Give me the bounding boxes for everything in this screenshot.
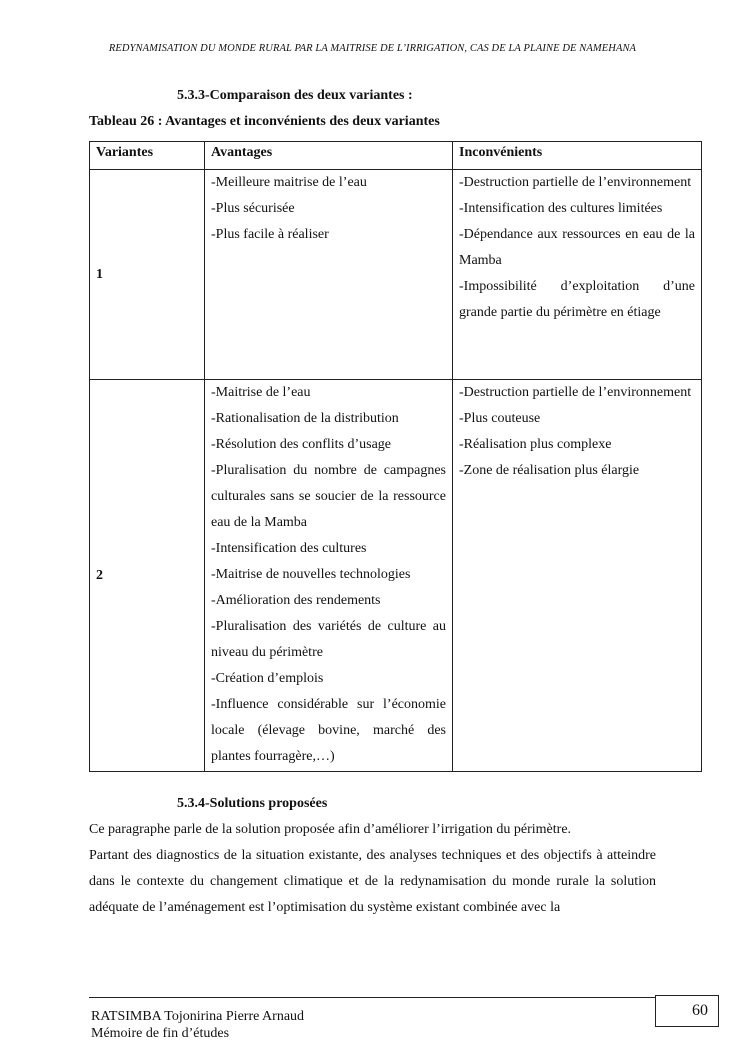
paragraph-intro: Ce paragraphe parle de la solution proposée afin d’améliorer l’irrigation du périmètre.	[89, 822, 572, 837]
advantage-item: -Intensification des cultures	[211, 541, 367, 556]
disadvantage-item: -Impossibilité d’exploitation d’une grande partie du périmètre en étiage	[459, 279, 695, 320]
advantage-item: -Création d’emplois	[211, 671, 324, 686]
advantage-item: -Pluralisation du nombre de campagnes culturales sans se soucier de la ressource eau de la Mamba	[211, 463, 446, 530]
advantage-item: -Meilleure maitrise de l’eau	[211, 175, 367, 190]
advantage-item: -Influence considérable sur l’économie locale (élevage bovine, marché des plantes fourragère,…)	[211, 697, 446, 764]
variant-cell: 2	[90, 380, 205, 772]
advantage-item: -Maitrise de l’eau	[211, 385, 311, 400]
page-number: 60	[655, 995, 719, 1027]
advantages-cell	[205, 380, 453, 772]
disadvantage-item: -Plus couteuse	[459, 411, 541, 426]
advantage-item: -Plus facile à réaliser	[211, 227, 329, 242]
table-row	[90, 380, 702, 772]
disadvantage-item: -Réalisation plus complexe	[459, 437, 612, 452]
advantage-item: -Plus sécurisée	[211, 201, 295, 216]
header-variantes: Variantes	[90, 142, 205, 170]
header-avantages: Avantages	[205, 142, 453, 170]
advantage-item: -Pluralisation des variétés de culture au niveau du périmètre	[211, 619, 446, 660]
table-caption: Tableau 26 : Avantages et inconvénients des deux variantes	[89, 114, 440, 129]
disadvantage-item: -Destruction partielle de l’environnement	[459, 385, 692, 400]
paragraph-body: Partant des diagnostics de la situation existante, des analyses techniques et des objectifs à atteindre dans le contexte du changement climatique et de la redynamisation du monde rurale la solution adéquate de l’aménagement est l’optimisation du système existant combinée avec la	[89, 848, 656, 915]
variant-cell: 1	[90, 170, 205, 380]
advantage-item: -Maitrise de nouvelles technologies	[211, 567, 411, 582]
disadvantages-cell	[453, 170, 702, 380]
section-title-solutions: 5.3.4-Solutions proposées	[177, 796, 328, 811]
disadvantage-item: -Destruction partielle de l’environnement	[459, 175, 692, 190]
advantages-cell	[205, 170, 453, 380]
running-header: REDYNAMISATION DU MONDE RURAL PAR LA MAITRISE DE L’IRRIGATION, CAS DE LA PLAINE DE NAMEHANA	[108, 43, 637, 54]
footer-author: RATSIMBA Tojonirina Pierre Arnaud	[91, 1009, 305, 1024]
header-inconvenients: Inconvénients	[453, 142, 702, 170]
table-header-row	[90, 142, 702, 170]
section-title-comparison: 5.3.3-Comparaison des deux variantes :	[177, 88, 413, 103]
footer-info	[91, 1008, 304, 1042]
disadvantage-item: -Dépendance aux ressources en eau de la Mamba	[459, 227, 695, 268]
advantage-item: -Amélioration des rendements	[211, 593, 381, 608]
comparison-table	[89, 141, 702, 772]
disadvantage-item: -Zone de réalisation plus élargie	[459, 463, 640, 478]
footer-subtitle: Mémoire de fin d’études	[91, 1026, 230, 1041]
advantage-item: -Rationalisation de la distribution	[211, 411, 399, 426]
table-row	[90, 170, 702, 380]
advantage-item: -Résolution des conflits d’usage	[211, 437, 392, 452]
disadvantage-item: -Intensification des cultures limitées	[459, 201, 663, 216]
disadvantages-cell	[453, 380, 702, 772]
footer-divider	[89, 997, 656, 998]
